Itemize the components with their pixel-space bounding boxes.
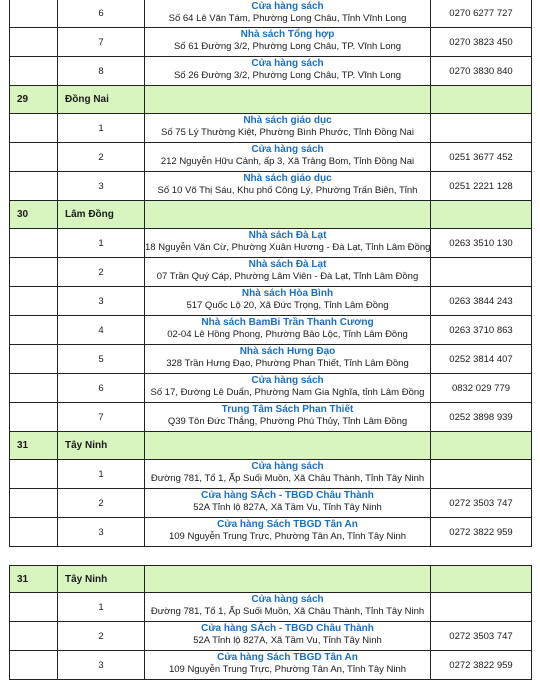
shop-name: Nhà sách Hưng Đạo [239, 346, 336, 357]
blank-cell [10, 28, 58, 56]
phone-number: 0252 3898 939 [449, 411, 513, 423]
shop-cell [145, 518, 431, 546]
province-index: 29 [10, 86, 58, 113]
shop-cell [145, 114, 431, 142]
item-number: 4 [58, 316, 145, 344]
blank-cell [10, 287, 58, 315]
blank-cell [10, 114, 58, 142]
shop-address: 02-04 Lê Hồng Phong, Phường Bảo Lộc, Tỉnh Lâm Đồng [167, 329, 408, 340]
shop-address: 07 Trần Quý Cáp, Phường Lâm Viên - Đà Lạt, Tỉnh Lâm Đồng [156, 271, 419, 282]
shop-name: Nhà sách giáo dục [243, 173, 332, 184]
table-row [9, 172, 532, 201]
shop-cell [145, 316, 431, 344]
empty-cell [145, 566, 431, 592]
phone-number: 0263 3510 130 [449, 237, 513, 249]
blank-cell [10, 374, 58, 402]
item-number: 2 [58, 258, 145, 286]
province-name: Tây Ninh [65, 573, 108, 585]
shop-address: Số 61 Đường 3/2, Phường Long Châu, TP. Vĩnh Long [173, 41, 402, 52]
province-name: Tây Ninh [65, 440, 108, 451]
item-number: 1 [58, 229, 145, 257]
item-number: 7 [58, 403, 145, 431]
shop-name: Cửa hàng sách [251, 375, 324, 386]
empty-cell [431, 201, 531, 228]
province-header-row [9, 565, 532, 593]
shop-name: Cửa hàng SÁch - TBGD Châu Thành [201, 623, 374, 634]
shop-address: 52A Tỉnh lộ 827A, Xã Tầm Vu, Tỉnh Tây Ninh [193, 502, 382, 513]
shop-address: 52A Tỉnh lộ 827A, Xã Tầm Vu, Tỉnh Tây Ninh [193, 635, 382, 646]
shop-cell [145, 593, 431, 621]
shop-name: Nhà sách Đà Lạt [248, 230, 327, 241]
empty-cell [431, 432, 531, 459]
empty-cell [145, 432, 431, 459]
table-row [9, 374, 532, 403]
table-row [9, 114, 532, 143]
shop-address: 517 Quốc Lộ 20, Xã Đức Trọng, Tỉnh Lâm Đồng [186, 300, 389, 311]
blank-cell [10, 57, 58, 85]
province-header-row [9, 201, 532, 229]
table-row [9, 345, 532, 374]
shop-address: 18 Nguyễn Văn Cừ, Phường Xuân Hương - Đà Lạt, Tỉnh Lâm Đồng [145, 242, 431, 253]
phone-number: 0270 3830 840 [449, 65, 513, 77]
item-number: 2 [58, 622, 145, 650]
province-index: 31 [10, 432, 58, 459]
phone-number: 0251 3677 452 [449, 151, 513, 163]
phone-number: 0263 3844 243 [449, 295, 513, 307]
blank-cell [10, 0, 58, 27]
item-number: 8 [58, 57, 145, 85]
province-header-row [9, 432, 532, 460]
blank-cell [10, 622, 58, 650]
blank-cell [10, 345, 58, 373]
phone-number: 0252 3814 407 [449, 353, 513, 365]
phone-number: 0832 029 779 [451, 382, 511, 394]
phone-number: 0251 2221 128 [449, 180, 513, 192]
shop-cell [145, 651, 431, 679]
shop-name: Nhà sách BamBi Trần Thanh Cương [201, 317, 374, 328]
shop-cell [145, 622, 431, 650]
shop-cell [145, 229, 431, 257]
shop-address: Số 75 Lý Thường Kiệt, Phường Bình Phước, Tỉnh Đồng Nai [161, 127, 414, 138]
blank-cell [10, 651, 58, 679]
phone-number: 0272 3503 747 [449, 630, 513, 642]
shop-cell [145, 345, 431, 373]
table-row [9, 403, 532, 432]
blank-cell [10, 460, 58, 488]
shop-name: Cửa hàng sách [251, 58, 324, 69]
table-row [9, 229, 532, 258]
shop-name: Nhà sách Tổng hợp [240, 29, 335, 40]
shop-name: Cửa hàng SÁch - TBGD Châu Thành [201, 490, 374, 501]
item-number: 2 [58, 143, 145, 171]
phone-number [431, 460, 531, 488]
table-row [9, 28, 532, 57]
phone-number [431, 114, 531, 142]
empty-cell [145, 86, 431, 113]
blank-cell [10, 518, 58, 546]
blank-cell [10, 143, 58, 171]
table-row [9, 287, 532, 316]
table-row [9, 622, 532, 651]
shop-name: Cửa hàng sách [251, 144, 324, 155]
item-number: 6 [58, 0, 145, 27]
phone-number: 0272 3503 747 [449, 497, 513, 509]
item-number: 1 [58, 114, 145, 142]
blank-cell [10, 172, 58, 200]
shop-address: 109 Nguyễn Trung Trực, Phường Tân An, Tỉnh Tây Ninh [168, 531, 407, 542]
province-index: 31 [10, 566, 58, 592]
shop-name: Trung Tâm Sách Phan Thiết [221, 404, 354, 415]
blank-cell [10, 229, 58, 257]
phone-number: 0270 6277 727 [449, 8, 513, 19]
shop-name: Cửa hàng sách [251, 594, 324, 605]
shop-address: Đường 781, Tổ 1, Ấp Suối Muồn, Xã Châu Thành, Tỉnh Tây Ninh [150, 473, 425, 484]
shop-address: Số 26 Đường 3/2, Phường Long Châu, TP. Vĩnh Long [173, 70, 402, 81]
item-number: 2 [58, 489, 145, 517]
table-row [9, 316, 532, 345]
province-header-row [9, 86, 532, 114]
phone-number [431, 258, 531, 286]
blank-cell [10, 593, 58, 621]
shop-cell [145, 57, 431, 85]
shop-cell [145, 143, 431, 171]
shop-cell [145, 403, 431, 431]
item-number: 3 [58, 518, 145, 546]
empty-cell [145, 201, 431, 228]
shop-cell [145, 287, 431, 315]
table-row [9, 57, 532, 86]
province-name: Lâm Đồng [65, 209, 114, 220]
item-number: 3 [58, 651, 145, 679]
shop-address: Q39 Tôn Đức Thắng, Phường Phú Thủy, Tỉnh Lâm Đồng [167, 416, 408, 427]
table-row [9, 651, 532, 680]
item-number: 1 [58, 460, 145, 488]
empty-cell [431, 86, 531, 113]
shop-cell [145, 460, 431, 488]
shop-name: Nhà sách giáo dục [243, 115, 332, 126]
shop-name: Nhà sách Đà Lạt [248, 259, 327, 270]
shop-cell [145, 258, 431, 286]
blank-cell [10, 258, 58, 286]
table-row [9, 593, 532, 622]
item-number: 1 [58, 593, 145, 621]
phone-number: 0270 3823 450 [449, 36, 513, 48]
shop-name: Nhà sách Hòa Bình [241, 288, 334, 299]
shop-address: 109 Nguyễn Trung Trực, Phường Tân An, Tỉnh Tây Ninh [168, 664, 407, 675]
blank-cell [10, 489, 58, 517]
shop-name: Cửa hàng sách [251, 461, 324, 472]
table-row [9, 0, 532, 28]
shop-address: Đường 781, Tổ 1, Ấp Suối Muồn, Xã Châu Thành, Tỉnh Tây Ninh [150, 606, 425, 617]
province-name: Đồng Nai [65, 94, 109, 105]
table-row [9, 143, 532, 172]
shop-address: Số 17, Đường Lê Duẩn, Phường Nam Gia Nghĩa, tỉnh Lâm Đồng [150, 387, 425, 398]
shop-address: 212 Nguyễn Hữu Cảnh, ấp 3, Xã Trảng Bom, Tỉnh Đồng Nai [160, 156, 415, 167]
item-number: 3 [58, 287, 145, 315]
phone-number: 0263 3710 863 [449, 324, 513, 336]
shop-name: Cửa hàng Sách TBGD Tân An [217, 519, 358, 530]
shop-address: Số 64 Lê Văn Tám, Phường Long Châu, Tỉnh Vĩnh Long [168, 13, 407, 24]
item-number: 3 [58, 172, 145, 200]
blank-cell [10, 316, 58, 344]
shop-cell [145, 489, 431, 517]
shop-cell [145, 172, 431, 200]
phone-number [431, 593, 531, 621]
item-number: 7 [58, 28, 145, 56]
shop-name: Cửa hàng sách [251, 1, 324, 12]
shop-cell [145, 28, 431, 56]
item-number: 6 [58, 374, 145, 402]
blank-cell [10, 403, 58, 431]
shop-cell [145, 374, 431, 402]
empty-cell [431, 566, 531, 592]
shop-name: Cửa hàng Sách TBGD Tân An [217, 652, 358, 663]
table-row [9, 460, 532, 489]
item-number: 5 [58, 345, 145, 373]
phone-number: 0272 3822 959 [449, 526, 513, 538]
shop-cell [145, 0, 431, 27]
shop-address: Số 10 Võ Thị Sáu, Khu phố Công Lý, Phường Trấn Biên, Tỉnh [157, 185, 418, 196]
table-row [9, 489, 532, 518]
table-row [9, 258, 532, 287]
province-index: 30 [10, 201, 58, 228]
table-row [9, 518, 532, 547]
shop-address: 328 Trần Hưng Đạo, Phường Phan Thiết, Tỉnh Lâm Đồng [166, 358, 409, 369]
phone-number: 0272 3822 959 [449, 659, 513, 671]
